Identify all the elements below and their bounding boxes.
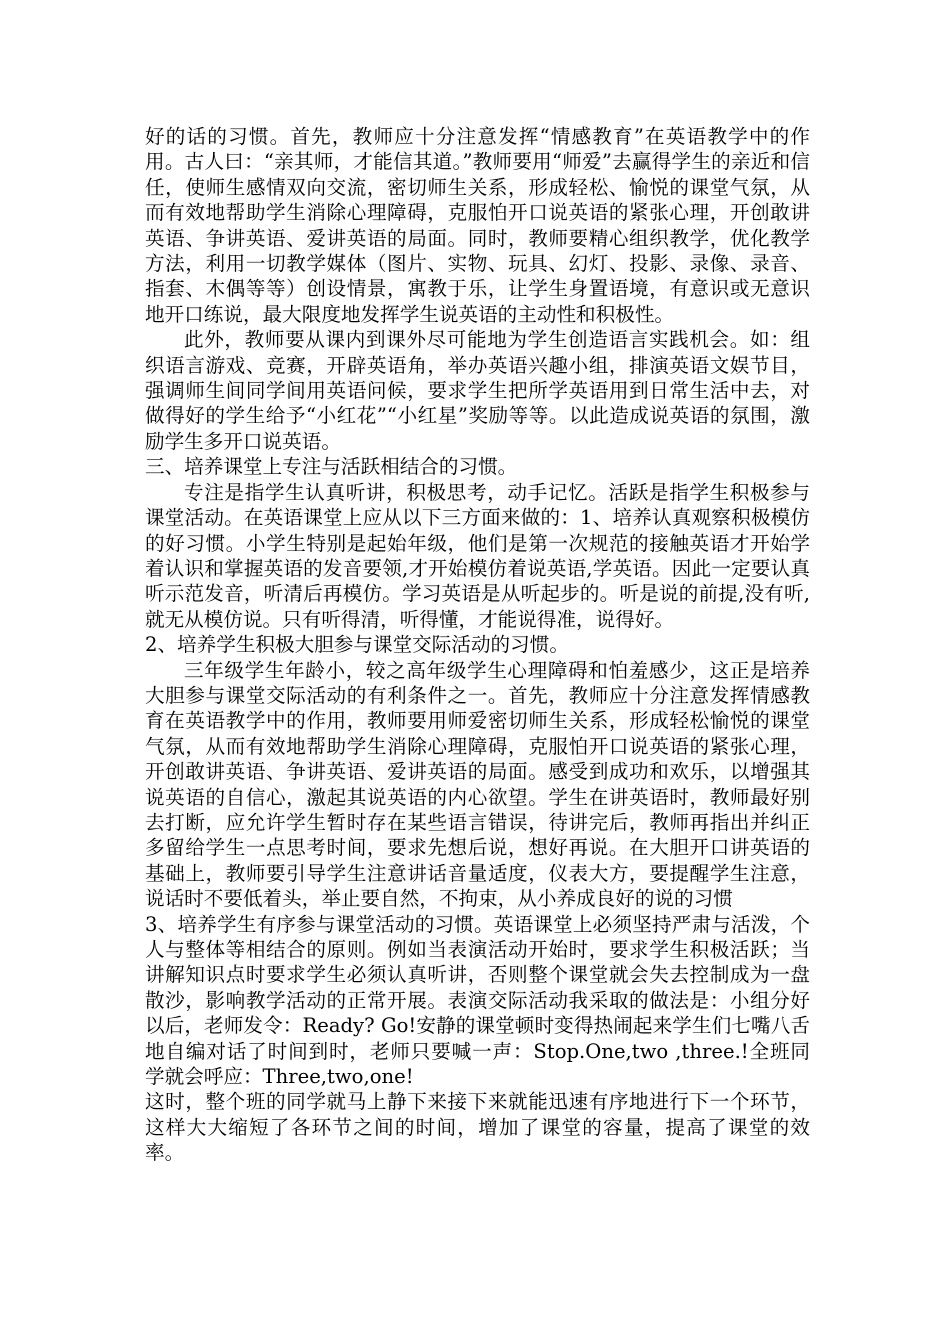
paragraph-speaking-habit-continued: 好的话的习惯。首先，教师应十分注意发挥“情感教育”在英语教学中的作用。古人曰：“亲其师，才能信其道。”教师要用“师爱”去赢得学生的亲近和信任，使师生感情双向交流，密切师生关系，形成轻松、愉悦的课堂气氛，从而有效地帮助学生消除心理障碍，克服怕开口说英语的紧张心理，开创敢讲英语、争讲英语、爱讲英语的局面。同时，教师要精心组织教学，优化教学方法，利用一切教学媒体（图片、实物、玩具、幻灯、投影、录像、录音、指套、木偶等等）创设情景，寓教于乐，让学生身置语境，有意识或无意识地开口练说，最大限度地发挥学生说英语的主动性和积极性。 <box>145 125 810 326</box>
section-heading-3: 三、培养课堂上专注与活跃相结合的习惯。 <box>145 455 518 479</box>
paragraph-focus-and-activity: 专注是指学生认真听讲，积极思考，动手记忆。活跃是指学生积极参与课堂活动。在英语课堂上应从以下三方面来做的：1、培养认真观察积极模仿的好习惯。小学生特别是起始年级，他们是第一次规范的接触英语才开始学着认识和掌握英语的发音要领,才开始模仿着说英语,学英语。因此一定要认真听示范发音，听清后再模仿。学习英语是从听起步的。听是说的前提,没有听,就无从模仿说。只有听得清，听得懂，才能说得准，说得好。 <box>145 480 810 631</box>
paragraph-conclusion: 这时，整个班的同学就马上静下来接下来就能迅速有序地进行下一个环节，这样大大缩短了各环节之间的时间，增加了课堂的容量，提高了课堂的效率。 <box>145 1090 810 1165</box>
subsection-heading-2: 2、培养学生积极大胆参与课堂交际活动的习惯。 <box>145 633 569 657</box>
document-page <box>145 124 810 1166</box>
paragraph-orderly-participation: 3、培养学生有序参与课堂活动的习惯。英语课堂上必须坚持严肃与活泼，个人与整体等相结合的原则。例如当表演活动开始时，要求学生积极活跃；当讲解知识点时要求学生必须认真听讲，否则整个课堂就会失去控制成为一盘散沙，影响教学活动的正常开展。表演交际活动我采取的做法是：小组分好以后，老师发令：Ready? Go!安静的课堂顿时变得热闹起来学生们七嘴八舌地自编对话了时间到时，老师只要喊一声：Stop.One,two ,three.!全班同学就会呼应：Three,two,one! <box>145 912 810 1089</box>
paragraph-bold-participation: 三年级学生年龄小，较之高年级学生心理障碍和怕羞感少，这正是培养大胆参与课堂交际活动的有利条件之一。首先，教师应十分注意发挥情感教育在英语教学中的作用，教师要用师爱密切师生关系，形成轻松愉悦的课堂气氛，从而有效地帮助学生消除心理障碍，克服怕开口说英语的紧张心理，开创敢讲英语、争讲英语、爱讲英语的局面。感受到成功和欢乐，以增强其说英语的自信心，激起其说英语的内心欲望。学生在讲英语时，教师最好别去打断，应允许学生暂时存在某些语言错误，待讲完后，教师再指出并纠正多留给学生一点思考时间，要求先想后说，想好再说。在大胆开口讲英语的基础上，教师要引导学生注意讲话音量适度，仪表大方，要提醒学生注意，说话时不要低着头，举止要自然，不拘束，从小养成良好的说的习惯 <box>145 658 810 911</box>
paragraph-language-practice: 此外，教师要从课内到课外尽可能地为学生创造语言实践机会。如：组织语言游戏、竞赛，开辟英语角，举办英语兴趣小组，排演英语文娱节目，强调师生间同学间用英语问候，要求学生把所学英语用到日常生活中去，对做得好的学生给予“小红花”“小红星”奖励等等。以此造成说英语的氛围，激励学生多开口说英语。 <box>145 328 810 453</box>
